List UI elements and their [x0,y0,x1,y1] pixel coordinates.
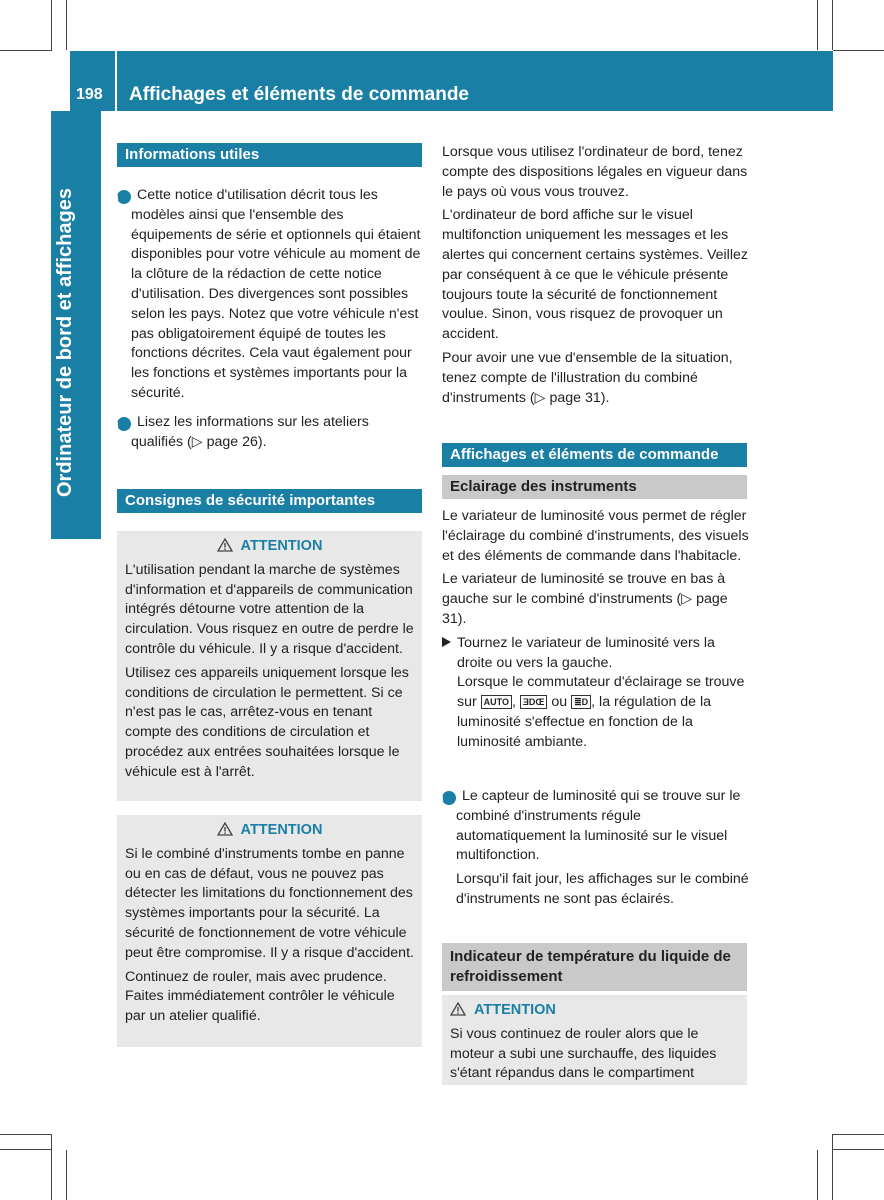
info-block-3 [442,787,749,914]
info-text-1: Cette notice d'utilisation décrit tous les modèles ainsi que l'ensemble des équipements de série et optionnels qui étaient disponibles pour votre véhicule au moment de la clôture de la rédaction de cette notice d'utilisation. Des divergences sont possibles selon les pays. Notez que votre véhicule n'est pas obligatoirement équipé de toutes les fonctions décrites. Cela vaut également pour les fonctions et systèmes importants pour la sécurité. [131,187,421,401]
warning-text: L'utilisation pendant la marche de systèmes d'information et d'appareils de communication intégrés détourne votre attention de la circulation. Vous risquez en outre de perdre le contrôle du véhicule. Il y a risque d'accident. [125,561,414,657]
warning-box-3 [442,995,747,1085]
paragraph: L'ordinateur de bord affiche sur le visuel multifonction uniquement les messages et les alertes qui concernent certains systèmes. Veillez par conséquent à ce que le véhicule présente toujours toute la sécurité de fonctionnement voulue. Sinon, vous risquez de provoquer un accident. [442,207,748,343]
warning-triangle-icon [217,538,233,552]
info-text-3: Le capteur de luminosité qui se trouve sur le combiné d'instruments régule automatiquement la luminosité sur le visuel multifonction. [456,788,741,864]
page-number-box [70,51,115,111]
crop-mark [832,1134,833,1200]
section-heading: Affichages et éléments de commande [442,443,747,467]
lighting-text [442,507,749,757]
paragraph: Le variateur de luminosité se trouve en bas à gauche sur le combiné d'instruments (▷ page 31). [442,571,728,627]
step-text: Tournez le variateur de luminosité vers la droite ou vers la gauche. [457,634,715,671]
warning-triangle-icon [217,822,233,836]
crop-mark [51,0,52,50]
warning-title-text: ATTENTION [240,538,323,554]
step-detail-text: Lorsque le commutateur d'éclairage se trouve sur [457,674,745,711]
side-tab [51,111,101,539]
warning-text: Utilisez ces appareils uniquement lorsque les conditions de circulation le permettent. Si ce n'est pas le cas, arrêtez-vous en tenant compte des conditions de circulation et procédez aux entrées souhaitées lorsque le véhicule est à l'arrêt. [125,664,409,780]
crop-mark [833,1134,884,1135]
crop-mark [817,0,818,50]
step-detail-text-2: , la régulation de la luminosité s'effectue en fonction de la luminosité ambiante. [457,694,712,750]
crop-mark [66,0,67,50]
info-icon: i [442,791,456,805]
warning-box-2 [117,815,422,1047]
warning-text: Continuez de rouler, mais avec prudence. Faites immédiatement contrôler le véhicule par un atelier qualifié. [125,968,395,1025]
crop-mark [66,1150,67,1200]
side-tab-label: Ordinateur de bord et affichages [54,188,76,497]
crop-mark [833,50,884,51]
crop-mark [0,1149,52,1150]
crop-mark [0,50,52,51]
crop-mark [832,0,833,50]
low-beam-icon: ≣D [571,695,591,709]
crop-mark [51,1134,52,1200]
separator: , [512,694,516,711]
subsection-heading-coolant: Indicateur de température du liquide de refroidissement [442,943,747,991]
info-block-2 [117,413,423,457]
info-icon: i [117,417,131,431]
warning-title-text: ATTENTION [474,1002,556,1018]
step [442,634,749,674]
crop-mark [0,1134,52,1135]
warning-triangle-icon [450,1002,466,1016]
paragraph: Lorsque vous utilisez l'ordinateur de bord, tenez compte des dispositions légales en vigueur dans le pays où vous vous trouvez. [442,144,748,200]
intro-text [442,143,749,412]
conjunction: ou [551,694,568,711]
info-heading: Informations utiles [117,143,422,167]
warning-title [125,537,414,557]
warning-title [450,1001,739,1021]
paragraph: Le variateur de luminosité vous permet de régler l'éclairage du combiné d'instruments, des visuels et des éléments de commande dans l'habitacle. [442,508,749,564]
step-detail [442,673,749,752]
header-title: Affichages et éléments de commande [129,84,469,105]
warning-title [125,821,414,841]
step-arrow-icon [442,637,451,647]
info-icon: i [117,190,131,204]
warning-title-text: ATTENTION [240,822,323,838]
parking-light-icon: ƎDŒ [520,695,548,709]
warning-text: Si vous continuez de rouler alors que le moteur a subi une surchauffe, des liquides s'étant répandus dans le compartiment [450,1025,717,1082]
subsection-heading: Eclairage des instruments [442,475,747,499]
warning-box-1 [117,531,422,801]
page-number: 198 [76,86,103,103]
info-text-2: Lisez les informations sur les ateliers qualifiés (▷ page 26). [131,414,369,450]
paragraph: Pour avoir une vue d'ensemble de la situation, tenez compte de l'illustration du combiné d'instruments (▷ page 31). [442,349,733,406]
warning-text: Si le combiné d'instruments tombe en panne ou en cas de défaut, vous ne pouvez pas détecter les limitations du fonctionnement des systèmes importants pour la sécurité. La sécurité de fonctionnement de votre véhicule peut être compromise. Il y a risque d'accident. [125,845,414,961]
crop-mark [833,1149,884,1150]
safety-heading: Consignes de sécurité importantes [117,489,422,513]
info-block-1 [117,186,423,408]
auto-light-icon: AUTO [481,695,512,709]
info-text-3b: Lorsqu'il fait jour, les affichages sur le combiné d'instruments ne sont pas éclairés. [456,871,749,907]
header-bar [117,51,833,111]
crop-mark [817,1150,818,1200]
